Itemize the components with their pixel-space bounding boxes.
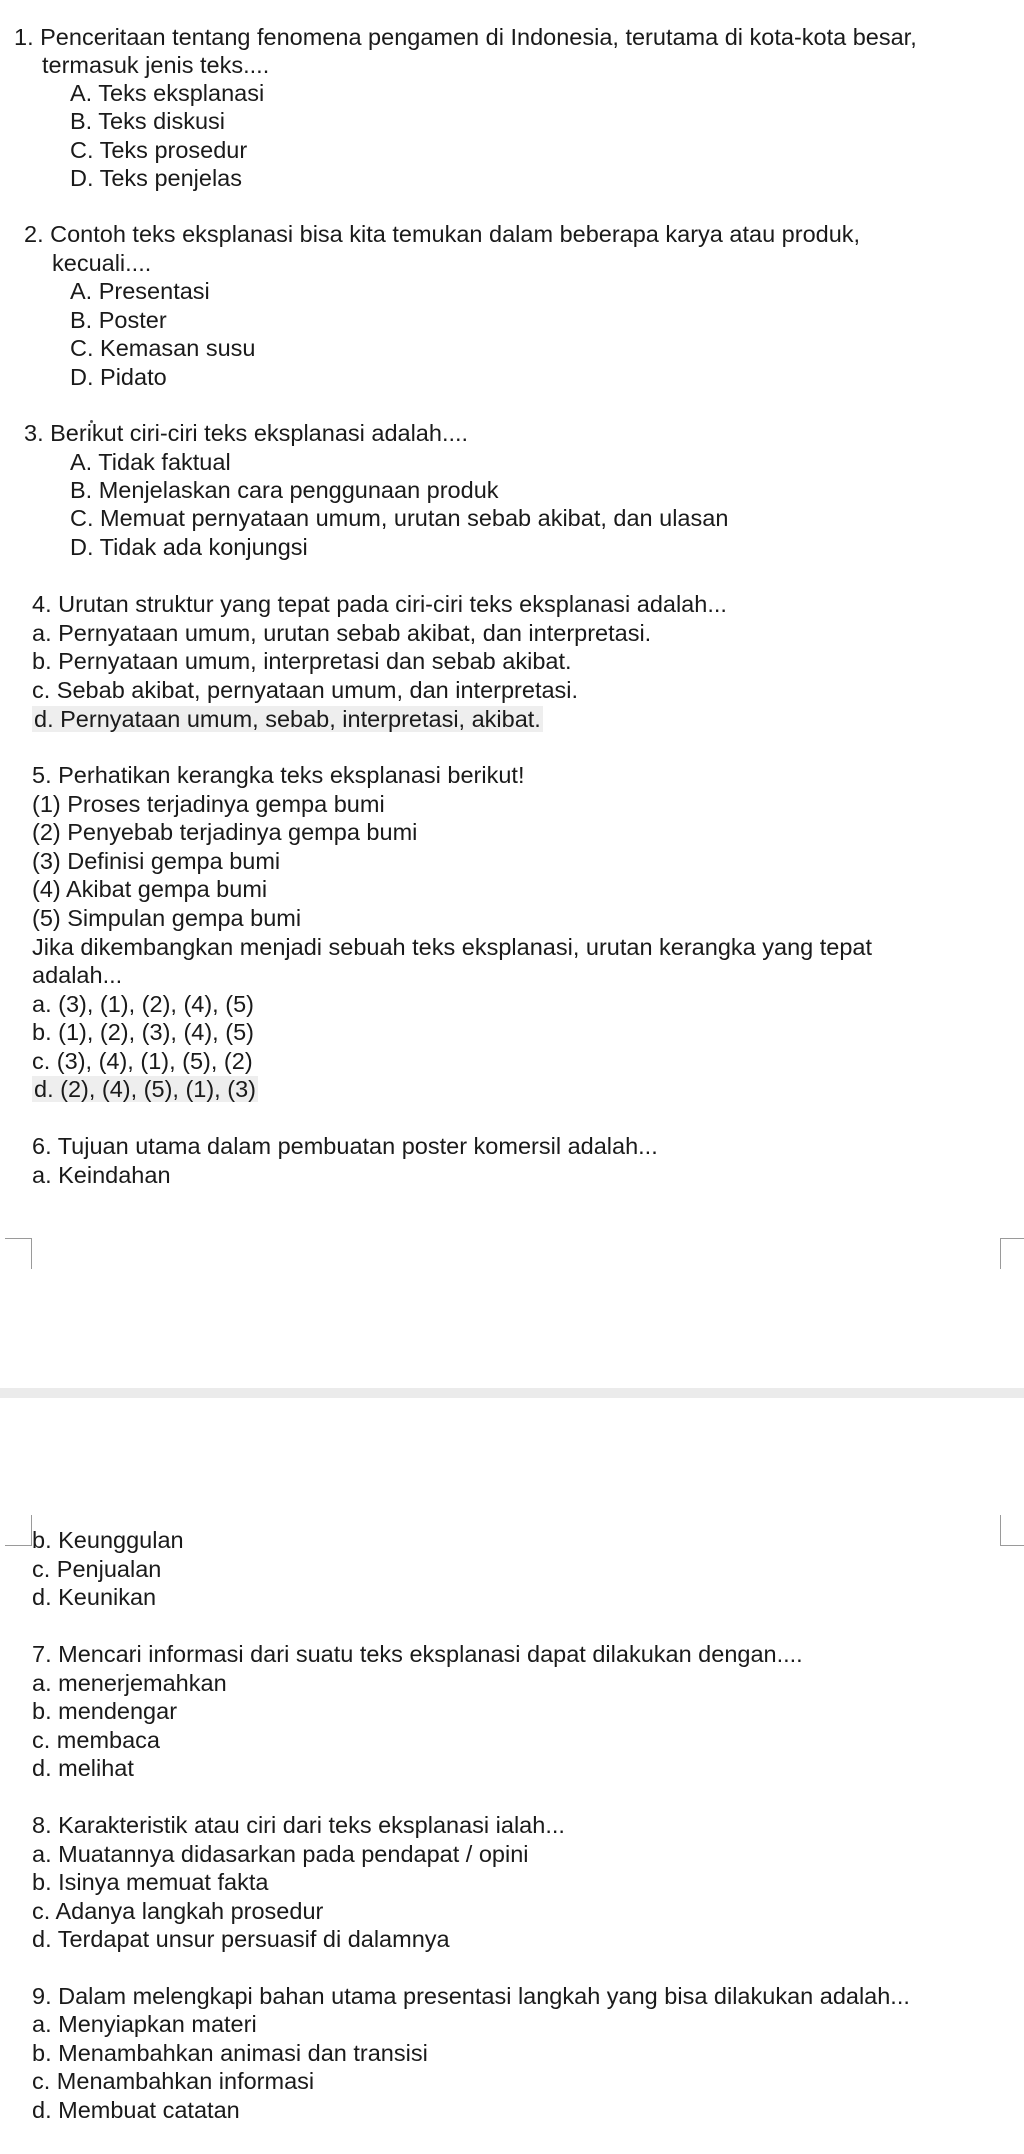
text-line: 2. Contoh teks eksplanasi bisa kita temukan dalam beberapa karya atau produk,	[24, 221, 861, 247]
text-line: 8. Karakteristik atau ciri dari teks eksplanasi ialah...	[32, 1812, 565, 1838]
text-line: b. Pernyataan umum, interpretasi dan sebab akibat.	[32, 648, 572, 674]
text-line: B. Teks diskusi	[70, 108, 225, 134]
crop-mark-top-right	[1000, 1238, 1024, 1269]
text-line: d. Terdapat unsur persuasif di dalamnya	[32, 1926, 450, 1952]
text-line: C. Kemasan susu	[70, 335, 256, 361]
text-line: B. Menjelaskan cara penggunaan produk	[70, 477, 499, 503]
text-line: 4. Urutan struktur yang tepat pada ciri-ciri teks eksplanasi adalah...	[32, 591, 727, 617]
text-line: D. Tidak ada konjungsi	[70, 534, 308, 560]
text-line: d. Membuat catatan	[32, 2097, 240, 2123]
text-line: c. (3), (4), (1), (5), (2)	[32, 1048, 253, 1074]
crop-mark-top-left	[5, 1238, 32, 1269]
text-line: a. Keindahan	[32, 1162, 171, 1188]
text-line: b. Keunggulan	[32, 1527, 184, 1553]
text-line: a. Muatannya didasarkan pada pendapat / opini	[32, 1841, 529, 1867]
text-line: d. Keunikan	[32, 1584, 157, 1610]
text-line: b. mendengar	[32, 1698, 178, 1724]
text-line: a. menerjemahkan	[32, 1670, 227, 1696]
text-line: 7. Mencari informasi dari suatu teks eksplanasi dapat dilakukan dengan....	[32, 1641, 803, 1667]
text-line: termasuk jenis teks....	[42, 52, 270, 78]
text-line: d. melihat	[32, 1755, 134, 1781]
text-line: c. Menambahkan informasi	[32, 2068, 315, 2094]
text-line: C. Teks prosedur	[70, 137, 248, 163]
text-line: (5) Simpulan gempa bumi	[32, 905, 302, 931]
page-divider	[0, 1388, 1024, 1398]
text-line: 3. Berikut ciri-ciri teks eksplanasi adalah....	[24, 420, 469, 446]
text-line: D. Pidato	[70, 364, 167, 390]
text-line: b. Isinya memuat fakta	[32, 1869, 269, 1895]
text-line: D. Teks penjelas	[70, 165, 242, 191]
text-line: a. (3), (1), (2), (4), (5)	[32, 991, 254, 1017]
crop-mark-bottom-left	[5, 1515, 32, 1546]
text-line: 6. Tujuan utama dalam pembuatan poster komersil adalah...	[32, 1133, 658, 1159]
text-line: (2) Penyebab terjadinya gempa bumi	[32, 819, 418, 845]
text-line: b. Menambahkan animasi dan transisi	[32, 2040, 428, 2066]
text-line: (1) Proses terjadinya gempa bumi	[32, 791, 385, 817]
text-line: b. (1), (2), (3), (4), (5)	[32, 1019, 254, 1045]
text-line: A. Presentasi	[70, 278, 210, 304]
text-line: d. Pernyataan umum, sebab, interpretasi, akibat.	[34, 706, 541, 732]
text-line: a. Pernyataan umum, urutan sebab akibat, dan interpretasi.	[32, 620, 652, 646]
crop-mark-bottom-right	[1000, 1515, 1024, 1546]
text-line: (3) Definisi gempa bumi	[32, 848, 281, 874]
text-line: a. Menyiapkan materi	[32, 2011, 257, 2037]
text-line: adalah...	[32, 962, 123, 988]
text-line: C. Memuat pernyataan umum, urutan sebab akibat, dan ulasan	[70, 505, 729, 531]
text-line: Jika dikembangkan menjadi sebuah teks eksplanasi, urutan kerangka yang tepat	[32, 934, 872, 960]
text-line: kecuali....	[52, 250, 152, 276]
text-line: 5. Perhatikan kerangka teks eksplanasi berikut!	[32, 762, 525, 788]
text-line: c. Penjualan	[32, 1556, 162, 1582]
text-line: A. Teks eksplanasi	[70, 80, 265, 106]
text-line: c. Adanya langkah prosedur	[32, 1898, 324, 1924]
text-line: 9. Dalam melengkapi bahan utama presentasi langkah yang bisa dilakukan adalah...	[32, 1983, 910, 2009]
text-line: d. (2), (4), (5), (1), (3)	[34, 1076, 256, 1102]
text-line: 1. Penceritaan tentang fenomena pengamen di Indonesia, terutama di kota-kota besar,	[14, 24, 917, 50]
text-line: c. Sebab akibat, pernyataan umum, dan interpretasi.	[32, 677, 579, 703]
text-line: (4) Akibat gempa bumi	[32, 876, 268, 902]
text-line: B. Poster	[70, 307, 167, 333]
text-line: A. Tidak faktual	[70, 449, 231, 475]
text-line: c. membaca	[32, 1727, 160, 1753]
